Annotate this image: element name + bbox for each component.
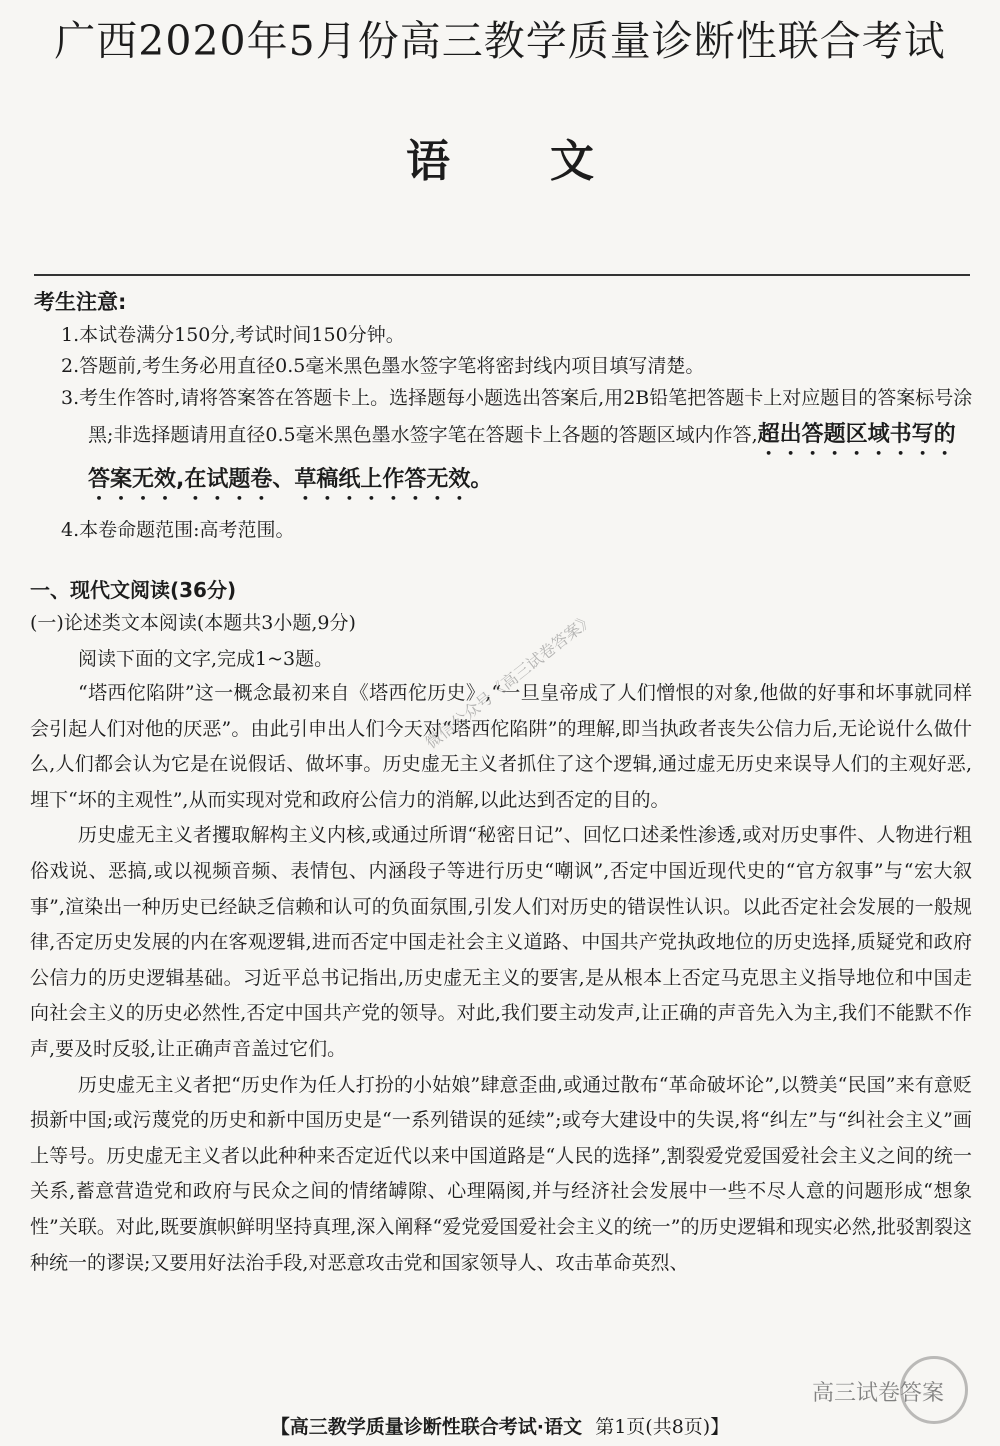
reading-instruction: 阅读下面的文字,完成1~3题。 (78, 648, 334, 670)
notice-item-text: 4.本卷命题范围:高考范围。 (61, 519, 295, 541)
notice-item-2 (34, 351, 974, 382)
notice-item-text: 2.答题前,考生务必用直径0.5毫米黑色墨水签字笔将密封线内项目填写清楚。 (61, 355, 705, 377)
exam-title: 广西2020年5月份高三教学质量诊断性联合考试 (54, 17, 946, 65)
sub-section-heading: (一)论述类文本阅读(本题共3小题,9分) (30, 612, 356, 634)
watermark-text: 微信公众号《高三试卷答案》 (421, 609, 598, 753)
notice-item-text: 1.本试卷满分150分,考试时间150分钟。 (61, 324, 405, 346)
subject-title: 语文 (406, 136, 694, 187)
notice-item-4 (34, 515, 974, 546)
passage-paragraph: “塔西佗陷阱”这一概念最初来自《塔西佗历史》,“一旦皇帝成了人们憎恨的对象,他做的好事和坏事就同样会引起人们对他的厌恶”。由此引申出人们今天对“塔西佗陷阱”的理解,即当执政者丧失公信力后,无论说什么做什么,人们都会认为它是在说假话、做坏事。历史虚无主义者抓住了这个逻辑,通过虚无历史来误导人们的主观好恶,埋下“坏的主观性”,从而实现对党和政府公信力的消解,以此达到否定的目的。 (30, 682, 972, 811)
reading-passage (30, 676, 972, 1281)
notice-block (34, 286, 974, 546)
corner-logo-text: 高三试卷答案 (812, 1381, 945, 1406)
passage-paragraph: 历史虚无主义者把“历史作为任人打扮的小姑娘”肆意歪曲,或通过散布“革命破坏论”,以赞美“民国”来有意贬损新中国;或污蔑党的历史和新中国历史是“一系列错误的延续”;或夸大建设中的失误,将“纠左”与“纠社会主义”画上等号。历史虚无主义者以此种种来否定近代以来中国道路是“人民的选择”,割裂爱党爱国爱社会主义之间的统一关系,蓄意营造党和政府与民众之间的情绪罅隙、心理隔阂,并与经济社会发展中一些不尽人意的问题形成“想象性”关联。对此,既要旗帜鲜明坚持真理,深入阐释“爱党爱国爱社会主义的统一”的历史逻辑和现实必然,批驳割裂这种统一的谬误;又要用好法治手段,对恶意攻击党和国家领导人、攻击革命英烈、 (30, 1073, 972, 1274)
notice-item-text: 3.考生作答时,请将答案答在答题卡上。选择题每小题选出答案后,用2B铅笔把答题卡上对应题目的答案标号涂黑;非选择题请用直径0.5毫米黑色墨水签字笔在答题卡上各题的答题区域内作答, (61, 387, 973, 446)
passage-paragraph: 历史虚无主义者攫取解构主义内核,或通过所谓“秘密日记”、回忆口述柔性渗透,或对历史事件、人物进行粗俗戏说、恶搞,或以视频音频、表情包、内涵段子等进行历史“嘲讽”,否定中国近现代史的“官方叙事”与“宏大叙事”,渲染出一种历史已经缺乏信赖和认可的负面氛围,引发人们对历史的错误性认识。以此否定社会发展的一般规律,否定历史发展的内在客观逻辑,进而否定中国走社会主义道路、中国共产党执政地位的历史选择,质疑党和政府公信力的历史逻辑基础。习近平总书记指出,历史虚无主义的要害,是从根本上否定马克思主义指导地位和中国走向社会主义的历史必然性,否定中国共产党的领导。对此,我们要主动发声,让正确的声音先入为主,我们不能默不作声,要及时反驳,让正确声音盖过它们。 (30, 824, 972, 1060)
footer-label: 【高三教学质量诊断性联合考试·语文 (270, 1416, 582, 1438)
page-footer (0, 1412, 1000, 1439)
notice-title: 考生注意: (34, 290, 127, 314)
notice-item-1 (34, 320, 974, 351)
header-divider (34, 274, 970, 276)
section-heading: 一、现代文阅读(36分) (30, 578, 237, 602)
footer-page-number: 第1页(共8页)】 (595, 1416, 730, 1438)
notice-emphasis-text: 超出答题区域书写的答案无效,在试题卷、草稿纸上作答无效。 (88, 422, 956, 492)
notice-item-3 (34, 382, 974, 505)
